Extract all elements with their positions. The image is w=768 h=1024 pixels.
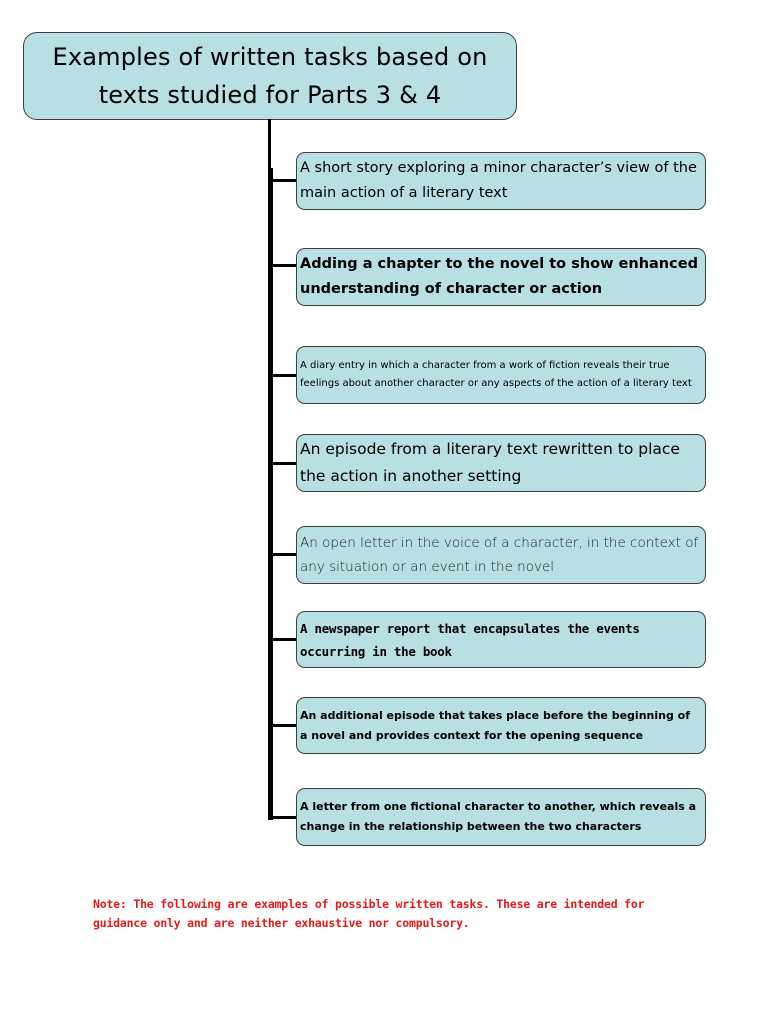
branch-line-5 <box>268 553 297 556</box>
task-box <box>296 611 706 668</box>
task-box <box>296 152 706 210</box>
note-text: Note: The following are examples of possible written tasks. These are intended for guidance only and are neither exhaustive nor compulsory. <box>93 897 645 930</box>
branch-line-4 <box>268 462 297 465</box>
task-text: An additional episode that takes place before the beginning of a novel and provides context for the opening sequence <box>300 708 691 742</box>
task-text: A letter from one fictional character to another, which reveals a change in the relationship between the two characters <box>300 800 697 833</box>
diagram-title-box <box>23 32 517 120</box>
branch-line-6 <box>268 638 297 641</box>
branch-line-8 <box>268 816 297 819</box>
task-box <box>296 346 706 404</box>
task-box <box>296 526 706 584</box>
task-text: Adding a chapter to the novel to show enhanced understanding of character or action <box>300 256 698 297</box>
task-text: A short story exploring a minor character’s view of the main action of a literary text <box>300 160 697 201</box>
task-text: A diary entry in which a character from a work of fiction reveals their true feelings about another character or any aspects of the action of a literary text <box>300 360 692 389</box>
branch-line-1 <box>268 179 297 182</box>
task-box <box>296 788 706 846</box>
task-text: An episode from a literary text rewritten to place the action in another setting <box>300 440 680 485</box>
branch-line-2 <box>268 264 297 267</box>
diagram-title: Examples of written tasks based on texts studied for Parts 3 & 4 <box>52 43 488 109</box>
task-text: An open letter in the voice of a character, in the context of any situation or an event in the novel <box>300 535 699 575</box>
task-text: A newspaper report that encapsulates the events occurring in the book <box>300 620 640 659</box>
task-box <box>296 434 706 492</box>
branch-line-7 <box>268 724 297 727</box>
branch-line-3 <box>268 374 297 377</box>
task-box <box>296 697 706 754</box>
title-connector-line <box>268 119 271 169</box>
task-box <box>296 248 706 306</box>
